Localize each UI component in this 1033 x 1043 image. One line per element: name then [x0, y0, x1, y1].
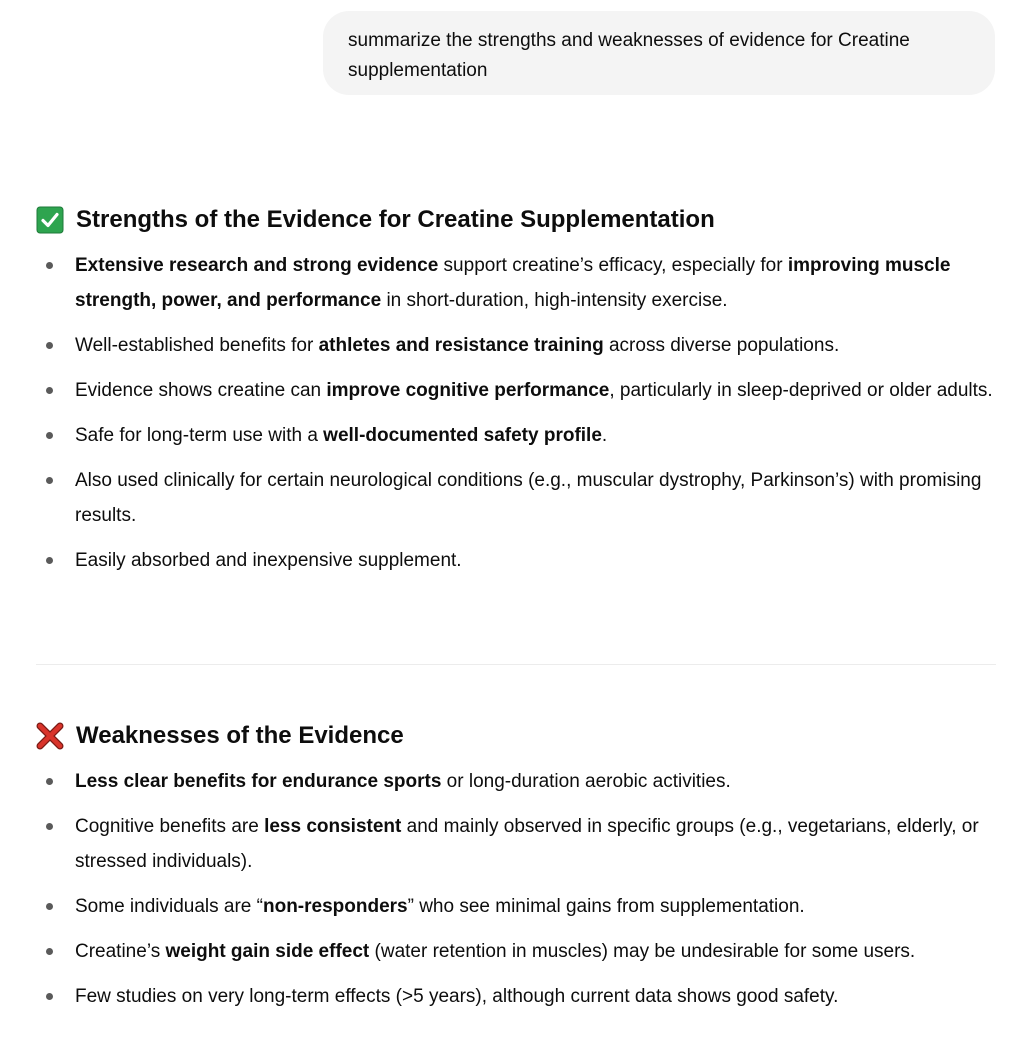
- weaknesses-list: [36, 764, 996, 1014]
- strengths-section: [36, 200, 996, 588]
- list-item: [36, 463, 996, 533]
- bullet-dot-icon: [46, 387, 53, 394]
- text: Cognitive benefits are: [75, 816, 265, 837]
- list-item: [36, 328, 996, 363]
- bullet-dot-icon: [46, 993, 53, 1000]
- strengths-heading: [36, 200, 996, 240]
- bold-text: improving muscle strength, power, and performance: [75, 255, 951, 311]
- bullet-dot-icon: [46, 557, 53, 564]
- bullet-dot-icon: [46, 432, 53, 439]
- bullet-dot-icon: [46, 342, 53, 349]
- bullet-dot-icon: [46, 823, 53, 830]
- bullet-dot-icon: [46, 948, 53, 955]
- weaknesses-title: Weaknesses of the Evidence: [76, 722, 404, 749]
- bold-text: improve cognitive performance: [326, 380, 610, 401]
- bullet-dot-icon: [46, 262, 53, 269]
- text: Few studies on very long-term effects (>5 years), although current data shows good safety.: [75, 986, 839, 1007]
- weaknesses-heading: [36, 716, 996, 756]
- text: (water retention in muscles) may be undesirable for some users.: [369, 941, 916, 962]
- list-item: [36, 543, 996, 578]
- text: .: [601, 425, 608, 446]
- section-divider: [36, 664, 996, 665]
- strengths-list: [36, 248, 996, 578]
- text: Creatine’s: [75, 941, 166, 962]
- list-item: [36, 979, 996, 1014]
- list-item: [36, 373, 996, 408]
- list-item: [36, 248, 996, 318]
- text: Well-established benefits for: [75, 335, 319, 356]
- bold-text: Extensive research and strong evidence: [75, 255, 439, 276]
- cross-mark-icon: [36, 722, 64, 750]
- bold-text: non-responders: [262, 896, 408, 917]
- text: and mainly observed in specific groups (e.g., vegetarians, elderly, or stressed individuals).: [75, 816, 979, 872]
- bold-text: Less clear benefits for endurance sports: [75, 771, 442, 792]
- text: ” who see minimal gains from supplementation.: [407, 896, 805, 917]
- text: across diverse populations.: [603, 335, 840, 356]
- text: , particularly in sleep-deprived or older adults.: [609, 380, 993, 401]
- text: Easily absorbed and inexpensive supplement.: [75, 550, 462, 571]
- text: Evidence shows creatine can: [75, 380, 327, 401]
- strengths-title: Strengths of the Evidence for Creatine Supplementation: [76, 206, 715, 233]
- text: in short-duration, high-intensity exercise.: [381, 290, 728, 311]
- weaknesses-section: [36, 716, 996, 1024]
- text: Safe for long-term use with a: [75, 425, 324, 446]
- bold-text: well-documented safety profile: [323, 425, 602, 446]
- bold-text: weight gain side effect: [165, 941, 370, 962]
- text: Also used clinically for certain neurological conditions (e.g., muscular dystrophy, Parkinson’s) with promising results.: [75, 470, 982, 526]
- bullet-dot-icon: [46, 778, 53, 785]
- bold-text: less consistent: [264, 816, 402, 837]
- text: support creatine’s efficacy, especially for: [438, 255, 788, 276]
- bullet-dot-icon: [46, 477, 53, 484]
- user-message-bubble: [323, 11, 995, 95]
- list-item: [36, 809, 996, 879]
- text: or long-duration aerobic activities.: [441, 771, 731, 792]
- bullet-dot-icon: [46, 903, 53, 910]
- list-item: [36, 764, 996, 799]
- text: Some individuals are “: [75, 896, 263, 917]
- list-item: [36, 418, 996, 453]
- check-mark-button-icon: [36, 206, 64, 234]
- user-message-text: summarize the strengths and weaknesses of evidence for Creatine supplementation: [348, 30, 910, 81]
- list-item: [36, 934, 996, 969]
- list-item: [36, 889, 996, 924]
- bold-text: athletes and resistance training: [318, 335, 604, 356]
